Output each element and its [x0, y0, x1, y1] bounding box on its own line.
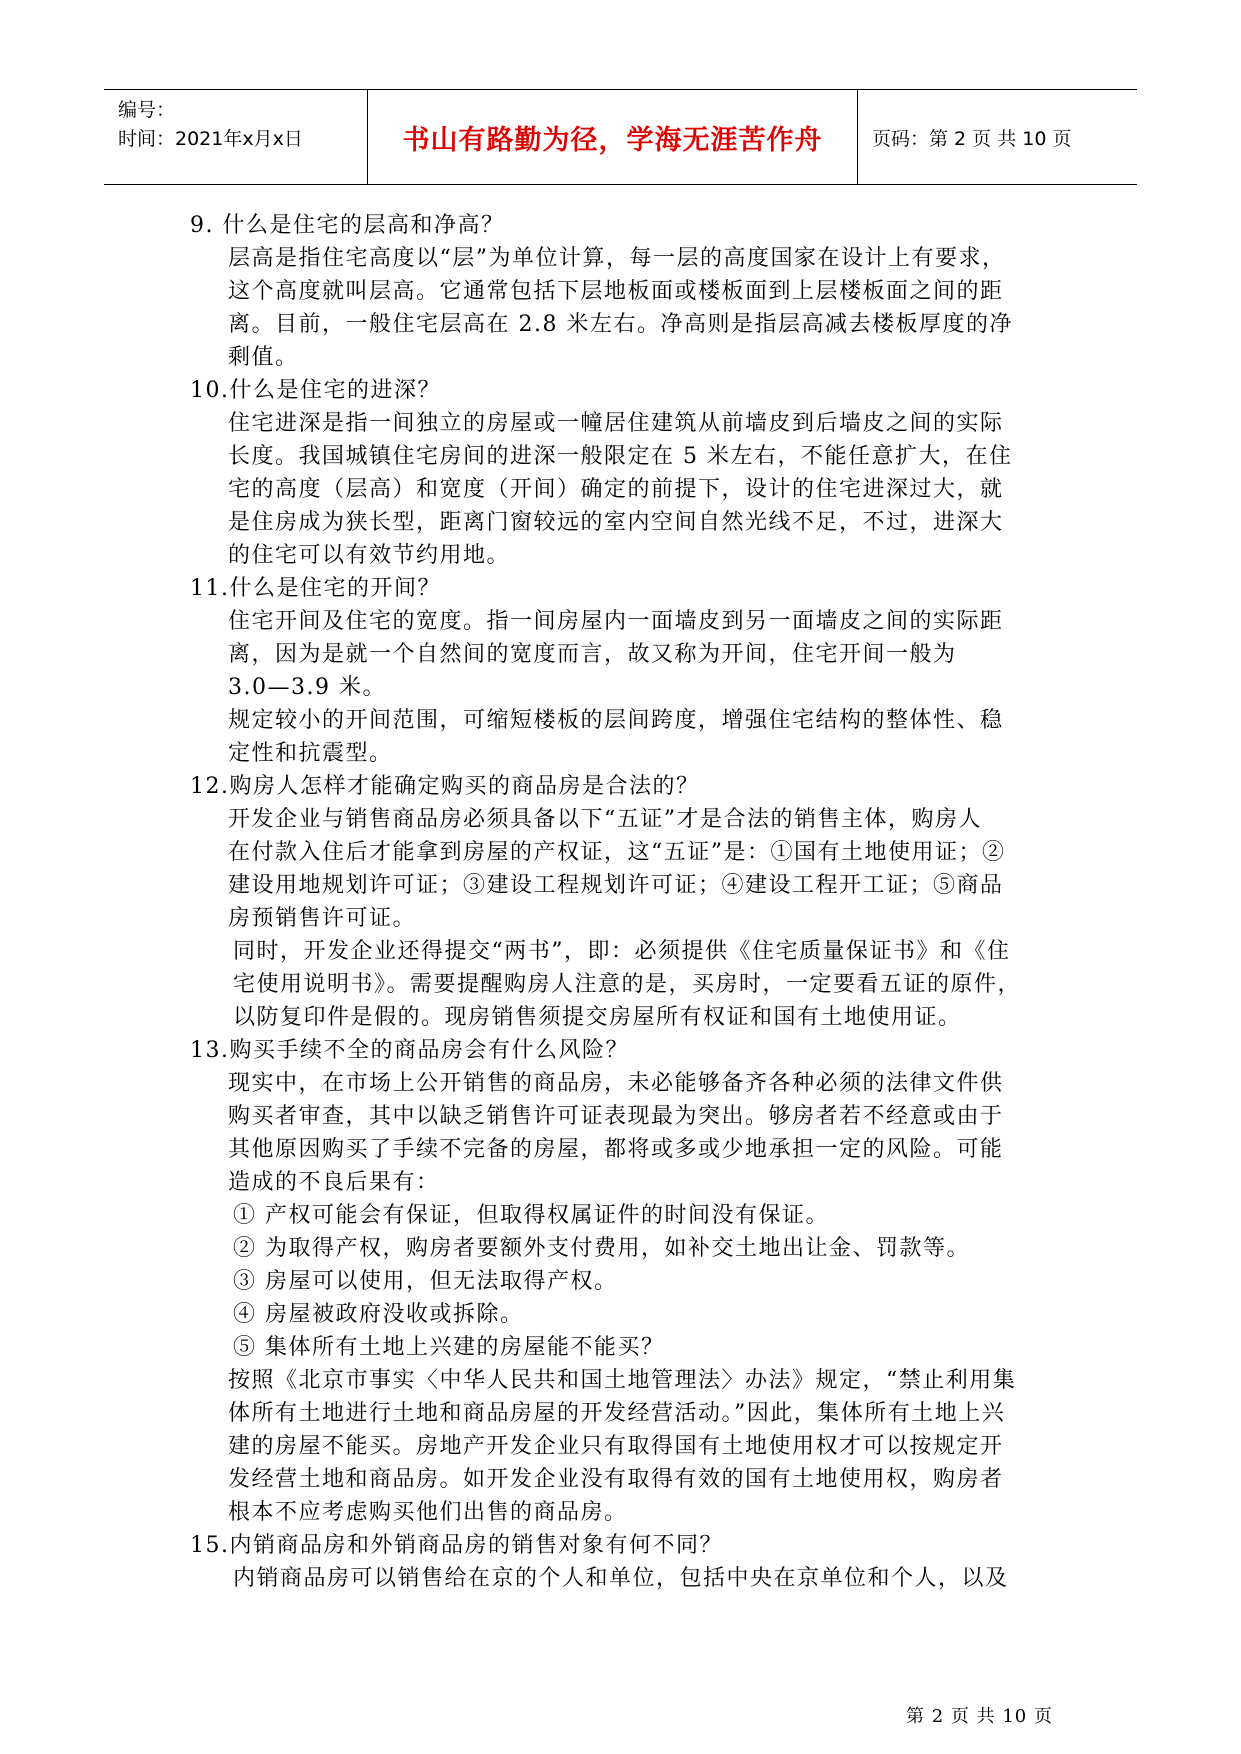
body-line: 的住宅可以有效节约用地。 — [228, 543, 511, 568]
body-line: 层高是指住宅高度以“层”为单位计算，每一层的高度国家在设计上有要求， — [228, 246, 1006, 271]
body-line: 现实中，在市场上公开销售的商品房，未必能够备齐各种必须的法律文件供 — [228, 1071, 1004, 1096]
list-item: ③ 房屋可以使用，但无法取得产权。 — [233, 1269, 618, 1294]
body-line: 宅的高度（层高）和宽度（开间）确定的前提下，设计的住宅进深过大，就 — [228, 477, 1004, 502]
body-line: 定性和抗震型。 — [228, 741, 393, 766]
list-item: ⑤ 集体所有土地上兴建的房屋能不能买？ — [233, 1335, 665, 1360]
body-line: 住宅进深是指一间独立的房屋或一幢居住建筑从前墙皮到后墙皮之间的实际 — [228, 411, 1004, 436]
body-line: 建设用地规划许可证；③建设工程规划许可证；④建设工程开工证；⑤商品 — [228, 873, 1004, 898]
body-line: 离，因为是就一个自然间的宽度而言，故又称为开间，住宅开间一般为 — [228, 642, 957, 667]
header-motto: 书山有路勤为径，学海无涯苦作舟 — [368, 90, 858, 184]
body-line: 建的房屋不能买。房地产开发企业只有取得国有土地使用权才可以按规定开 — [228, 1434, 1004, 1459]
body-line: 按照《北京市事实〈中华人民共和国土地管理法〉办法》规定，“禁止利用集 — [228, 1368, 1017, 1393]
doc-number-label: 编号： — [118, 99, 176, 121]
body-line: 体所有土地进行土地和商品房屋的开发经营活动。”因此，集体所有土地上兴 — [228, 1401, 1006, 1426]
body-line: 在付款入住后才能拿到房屋的产权证，这“五证”是：①国有土地使用证；② — [228, 840, 1006, 865]
body-line: 同时，开发企业还得提交“两书”，即：必须提供《住宅质量保证书》和《住 — [233, 939, 1011, 964]
header-page-number: 页码：第 2 页 共 10 页 — [872, 127, 1072, 150]
question-heading: 11.什么是住宅的开间？ — [190, 576, 441, 601]
list-item: ② 为取得产权，购房者要额外支付费用，如补交土地出让金、罚款等。 — [233, 1236, 970, 1261]
question-heading: 10.什么是住宅的进深？ — [190, 378, 441, 403]
page-footer: 第 2 页 共 10 页 — [906, 1706, 1053, 1727]
list-item: ④ 房屋被政府没收或拆除。 — [233, 1302, 524, 1327]
body-line: 宅使用说明书》。需要提醒购房人注意的是，买房时，一定要看五证的原件， — [233, 972, 1022, 997]
body-line: 是住房成为狭长型，距离门窗较远的室内空间自然光线不足，不过，进深大 — [228, 510, 1004, 535]
body-line: 离。目前，一般住宅层高在 2.8 米左右。净高则是指层高减去楼板厚度的净 — [228, 312, 1013, 337]
question-heading: 15.内销商品房和外销商品房的销售对象有何不同？ — [190, 1533, 723, 1558]
body-line: 长度。我国城镇住宅房间的进深一般限定在 5 米左右，不能任意扩大，在住 — [228, 444, 1013, 469]
body-line: 发经营土地和商品房。如开发企业没有取得有效的国有土地使用权，购房者 — [228, 1467, 1004, 1492]
body-line: 造成的不良后果有： — [228, 1170, 440, 1195]
body-line: 购买者审查，其中以缺乏销售许可证表现最为突出。够房者若不经意或由于 — [228, 1104, 1004, 1129]
body-line: 这个高度就叫层高。它通常包括下层地板面或楼板面到上层楼板面之间的距 — [228, 279, 1004, 304]
body-line: 以防复印件是假的。现房销售须提交房屋所有权证和国有土地使用证。 — [233, 1005, 962, 1030]
body-line: 开发企业与销售商品房必须具备以下“五证”才是合法的销售主体，购房人 — [228, 807, 982, 832]
question-heading: 13.购买手续不全的商品房会有什么风险？ — [190, 1038, 629, 1063]
body-line: 内销商品房可以销售给在京的个人和单位，包括中央在京单位和个人，以及 — [233, 1566, 1009, 1591]
body-line: 剩值。 — [228, 345, 299, 370]
body-line: 规定较小的开间范围，可缩短楼板的层间跨度，增强住宅结构的整体性、稳 — [228, 708, 1004, 733]
doc-time-label: 时间：2021年x月x日 — [118, 128, 303, 150]
body-line: 住宅开间及住宅的宽度。指一间房屋内一面墙皮到另一面墙皮之间的实际距 — [228, 609, 1004, 634]
header-table — [104, 89, 1137, 185]
body-line: 房预销售许可证。 — [228, 906, 417, 931]
body-line: 其他原因购买了手续不完备的房屋，都将或多或少地承担一定的风险。可能 — [228, 1137, 1004, 1162]
header-meta — [104, 90, 368, 184]
body-line: 根本不应考虑购买他们出售的商品房。 — [228, 1500, 628, 1525]
body-line: 3.0—3.9 米。 — [228, 675, 386, 700]
list-item: ① 产权可能会有保证，但取得权属证件的时间没有保证。 — [233, 1203, 829, 1228]
question-heading: 9. 什么是住宅的层高和净高？ — [190, 213, 505, 238]
question-heading: 12.购房人怎样才能确定购买的商品房是合法的？ — [190, 774, 700, 799]
